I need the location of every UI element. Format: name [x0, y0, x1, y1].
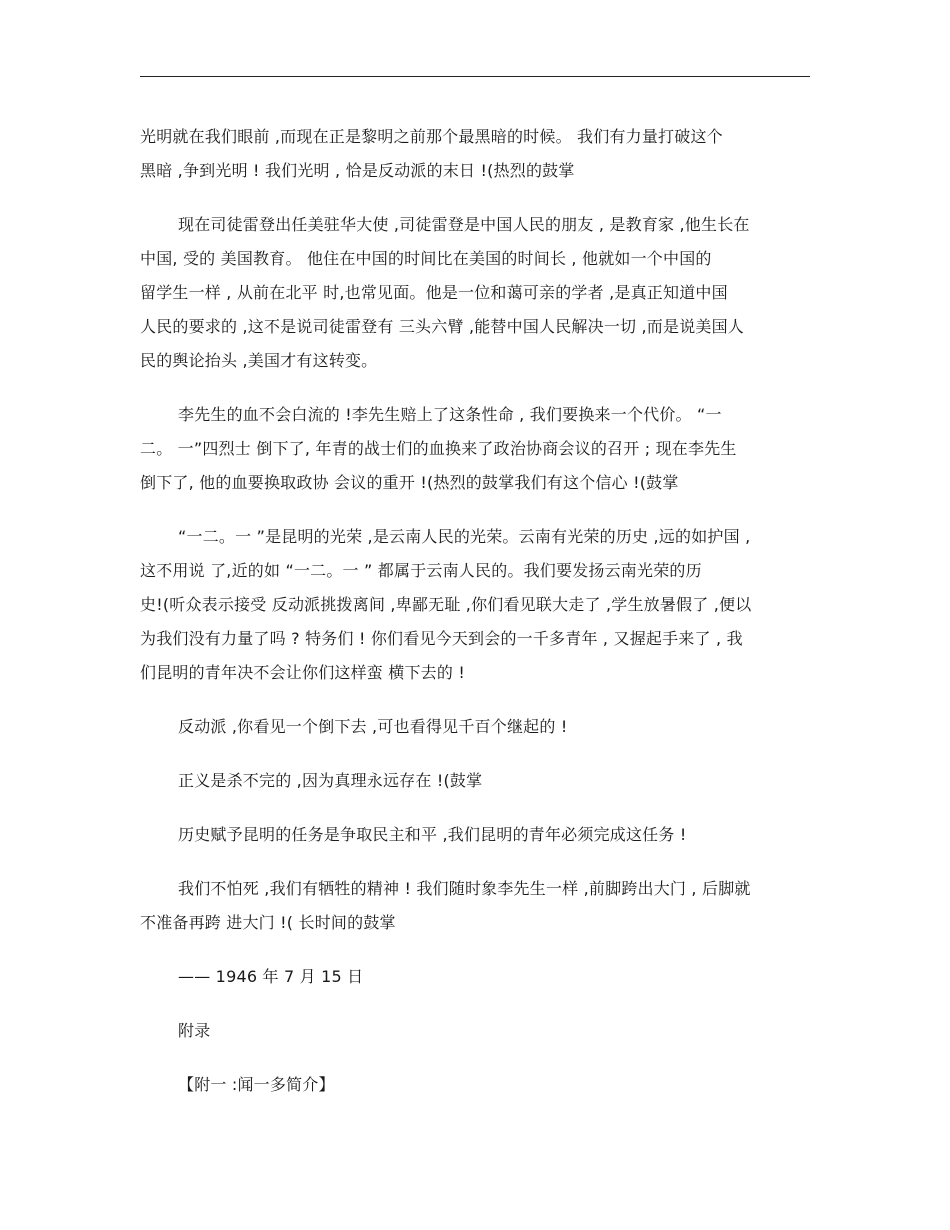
paragraph — [140, 960, 810, 994]
paragraph — [140, 872, 810, 940]
text-line: 反动派 ,你看见一个倒下去 ,可也看得见千百个继起的 ! — [178, 717, 568, 736]
paragraph — [140, 120, 810, 188]
text-line: 李先生的血不会白流的 !李先生赔上了这条性命 , 我们要换来一个代价。 “一 — [178, 405, 722, 424]
paragraph-gap — [140, 378, 810, 398]
paragraph-gap — [140, 188, 810, 208]
paragraph — [140, 818, 810, 852]
text-line: 这不用说 了,近的如 “一二。一 ” 都属于云南人民的。我们要发扬云南光荣的历 — [140, 561, 702, 580]
text-line: 中国, 受的 美国教育。 他住在中国的时间比在美国的时间长 , 他就如一个中国的 — [140, 249, 712, 268]
text-line: 人民的要求的 ,这不是说司徒雷登有 三头六臂 ,能替中国人民解决一切 ,而是说美国人 — [140, 317, 745, 336]
paragraph-gap — [140, 798, 810, 818]
paragraph-gap — [140, 852, 810, 872]
text-line: 不准备再跨 进大门 !( 长时间的鼓掌 — [140, 913, 396, 932]
paragraph — [140, 208, 810, 378]
text-line: —— 1946 年 7 月 15 日 — [178, 967, 364, 986]
text-line: 历史赋予昆明的任务是争取民主和平 ,我们昆明的青年必须完成这任务 ! — [178, 825, 687, 844]
text-line: 附录 — [178, 1021, 211, 1040]
paragraph — [140, 398, 810, 500]
text-line: 我们不怕死 ,我们有牺牲的精神 ! 我们随时象李先生一样 ,前脚跨出大门 , 后脚就 — [178, 879, 751, 898]
text-line: 黑暗 ,争到光明 ! 我们光明 , 恰是反动派的末日 !(热烈的鼓掌 — [140, 161, 575, 180]
paragraph — [140, 710, 810, 744]
paragraph-gap — [140, 500, 810, 520]
text-line: 二。 一”四烈士 倒下了, 年青的战士们的血换来了政治协商会议的召开 ; 现在李先生 — [140, 439, 737, 458]
paragraph — [140, 1014, 810, 1048]
text-line: 为我们没有力量了吗 ? 特务们 ! 你们看见今天到会的一千多青年 , 又握起手来了 , 我 — [140, 629, 743, 648]
text-line: 留学生一样 , 从前在北平 时,也常见面。他是一位和蔼可亲的学者 ,是真正知道中国 — [140, 283, 728, 302]
paragraph — [140, 520, 810, 690]
document-body — [140, 120, 810, 1102]
text-line: 现在司徒雷登出任美驻华大使 ,司徒雷登是中国人民的朋友 , 是教育家 ,他生长在 — [178, 215, 750, 234]
text-line: 正义是杀不完的 ,因为真理永远存在 !(鼓掌 — [178, 771, 483, 790]
paragraph-gap — [140, 994, 810, 1014]
text-line: 【附一 :闻一多简介】 — [178, 1075, 335, 1094]
text-line: 们昆明的青年决不会让你们这样蛮 横下去的 ! — [140, 663, 465, 682]
header-rule — [140, 76, 810, 77]
paragraph — [140, 764, 810, 798]
text-line: 民的舆论抬头 ,美国才有这转变。 — [140, 351, 378, 370]
paragraph-gap — [140, 1048, 810, 1068]
paragraph-gap — [140, 690, 810, 710]
paragraph-gap — [140, 744, 810, 764]
paragraph-gap — [140, 940, 810, 960]
text-line: 倒下了, 他的血要换取政协 会议的重开 !(热烈的鼓掌我们有这个信心 !(鼓掌 — [140, 473, 679, 492]
text-line: 光明就在我们眼前 ,而现在正是黎明之前那个最黑暗的时候。 我们有力量打破这个 — [140, 127, 723, 146]
text-line: 史!(听众表示接受 反动派挑拨离间 ,卑鄙无耻 ,你们看见联大走了 ,学生放暑假了 ,便以 — [140, 595, 752, 614]
text-line: “一二。一 ”是昆明的光荣 ,是云南人民的光荣。云南有光荣的历史 ,远的如护国 , — [178, 527, 751, 546]
paragraph — [140, 1068, 810, 1102]
